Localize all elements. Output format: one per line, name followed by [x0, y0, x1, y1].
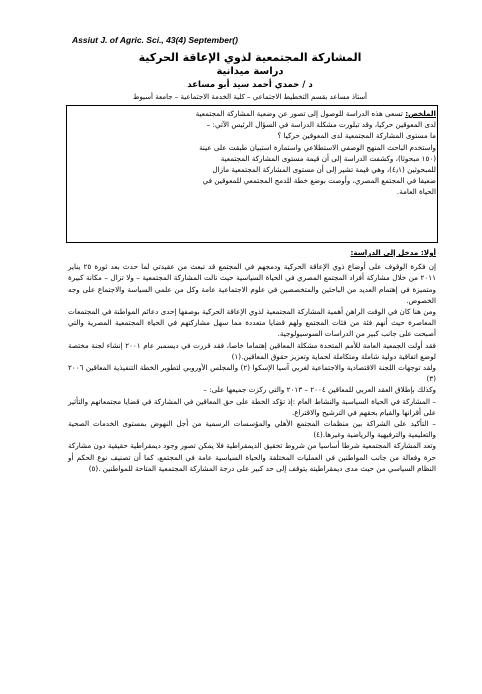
body-paragraph: فقد أولت الجمعية العامة للأمم المتحدة مشكلة المعاقين إهتماما خاصا، فقد قررت في ديسمبر عام ٢٠٠١ إنشاء لجنة مختصة لوضع اتفاقية دولية شاملة ومتكاملة لحماية وتعزيز حقوق المعاقين.(١) [68, 340, 436, 361]
body-section [68, 247, 436, 474]
body-paragraph: وتعد المشاركة المجتمعية شرطا أساسيا من شروط تحقيق الديمقراطية فلا يمكن تصور وجود ديمقراطية حقيقية دون مشاركة حرة وفعالة من جانب المواطنين في العمليات المختلفة والحياة السياسية عامة في المجتمع، كما أن تصنيف نوع الحكم أو النظام السياسي من حيث مدى ديمقراطيته يتوقف إلى حد كبير على درجة المشاركة المجتمعية المتاحة للمواطنين .(٥) [68, 441, 436, 473]
abstract-text [68, 108, 436, 198]
abstract-line: ما مستوى المشاركة المجتمعية لدى المعوقين حركيا ؟ [277, 131, 436, 141]
journal-header: Assiut J. of Agric. Sci., 43(4) September() [72, 35, 238, 45]
abstract-line: الملخص: تسعى هذه الدراسة للوصول إلى تصور عن وضعية المشاركة المجتمعية [195, 109, 436, 118]
body-paragraph: ومن هنا كان في الوقت الراهن أهمية المشاركة المجتمعية لذوي الإعاقة الحركية بوصفها إحدى دعائم المواطنة في المجتمعات المعاصرة حيث أنهم فئة من فئات المجتمع ولهم قضايا متعددة مما سهل مشاركتهم في الحياة المجتمعية المصرية والتي أصبحت على جانب كبير من الدراسات السوسيولوجية. [68, 307, 436, 339]
title-block [60, 50, 440, 103]
bullet-paragraph: – المشاركة في الحياة السياسية والنشاط العام :إذ تؤكد الخطة على حق المعاقين في المشاركة في قضايا مجتمعاتهم والتأثير على أقرانها والقيام بحقهم في الترشيح والاقتراع. [68, 396, 436, 417]
abstract-line: للمبحوثين (٤٫١)، وهي قيمة تشير إلى أن مستوى المشاركة المجتمعية مازال [212, 165, 436, 175]
author-affiliation: أستاذ مساعد بقسم التخطيط الاجتماعي – كلية الخدمة الاجتماعية – جامعة أسيوط [132, 93, 368, 101]
paper-title: المشاركة المجتمعية لذوي الإعاقة الحركية [138, 51, 362, 64]
abstract-line: الحياة العامة. [396, 187, 436, 197]
abstract-label: الملخص: [405, 109, 436, 118]
author-name: د / حمدي أحمد سيد أبو مساعد [187, 80, 313, 90]
paper-subtitle: دراسة ميدانية [216, 66, 284, 77]
abstract-line: لدى المعوقين حركيا، وقد تبلورت مشكلة الدراسة في السؤال الرئيس الآتي: – [206, 120, 436, 130]
body-paragraph: إن فكرة الوقوف على أوضاع ذوي الإعاقة الحركية ودمجهم في المجتمع قد تبعث من عقيدتي لما حدث بعد ثورة ٢٥ يناير ٢٠١١ من خلال مشاركة أفراد المجتمع المصري في الحياة السياسية حيث نالت المشاركة المجتمعية – ولا تزال – مكانة كبيرة ومتميزة في إهتمام العديد من الباحثين والمتخصصين في علوم الاجتماعية عامة وكل من علمي السياسة والاجتماع على وجه الخصوص. [68, 262, 436, 305]
abstract-line: ضعيفا في المجتمع المصري، وأوصت بوضع خطة للدمج المجتمعي للمعوقين في [202, 176, 436, 186]
abstract-line: (١٥٠ مبحوثا)، وكشفت الدراسة إلى أن قيمة مستوى المشاركة المجتمعية [220, 153, 436, 163]
bullet-paragraph: – التأكيد على الشراكة بين منظمات المجتمع الأهلي والمؤسسات الرسمية من أجل النهوض بمستوى الخدمات الصحية والتعليمية والترفيهية والرياضية وغيرها.(٤) [68, 419, 436, 440]
section-heading: أولا: مدخل إلى الدراسة: [350, 248, 436, 257]
body-paragraph: ولقد توجهات اللجنة الاقتصادية والاجتماعية لغربي آسيا الإسكوا (٢) والمجلس الأوروبي لتطوير الخطة التنفيذية المعاقين ٢٠٠٦ (٣) [68, 363, 436, 384]
body-paragraph: وكذلك بإطلاق العقد العربي للمعاقين ٢٠٠٤ – ٢٠١٣ والتي ركزت جميعها على: – [203, 385, 436, 395]
abstract-line: واستخدم الباحث المنهج الوصفي الاستطلاعي واستمارة استبيان طبقت على عينة [199, 142, 436, 152]
